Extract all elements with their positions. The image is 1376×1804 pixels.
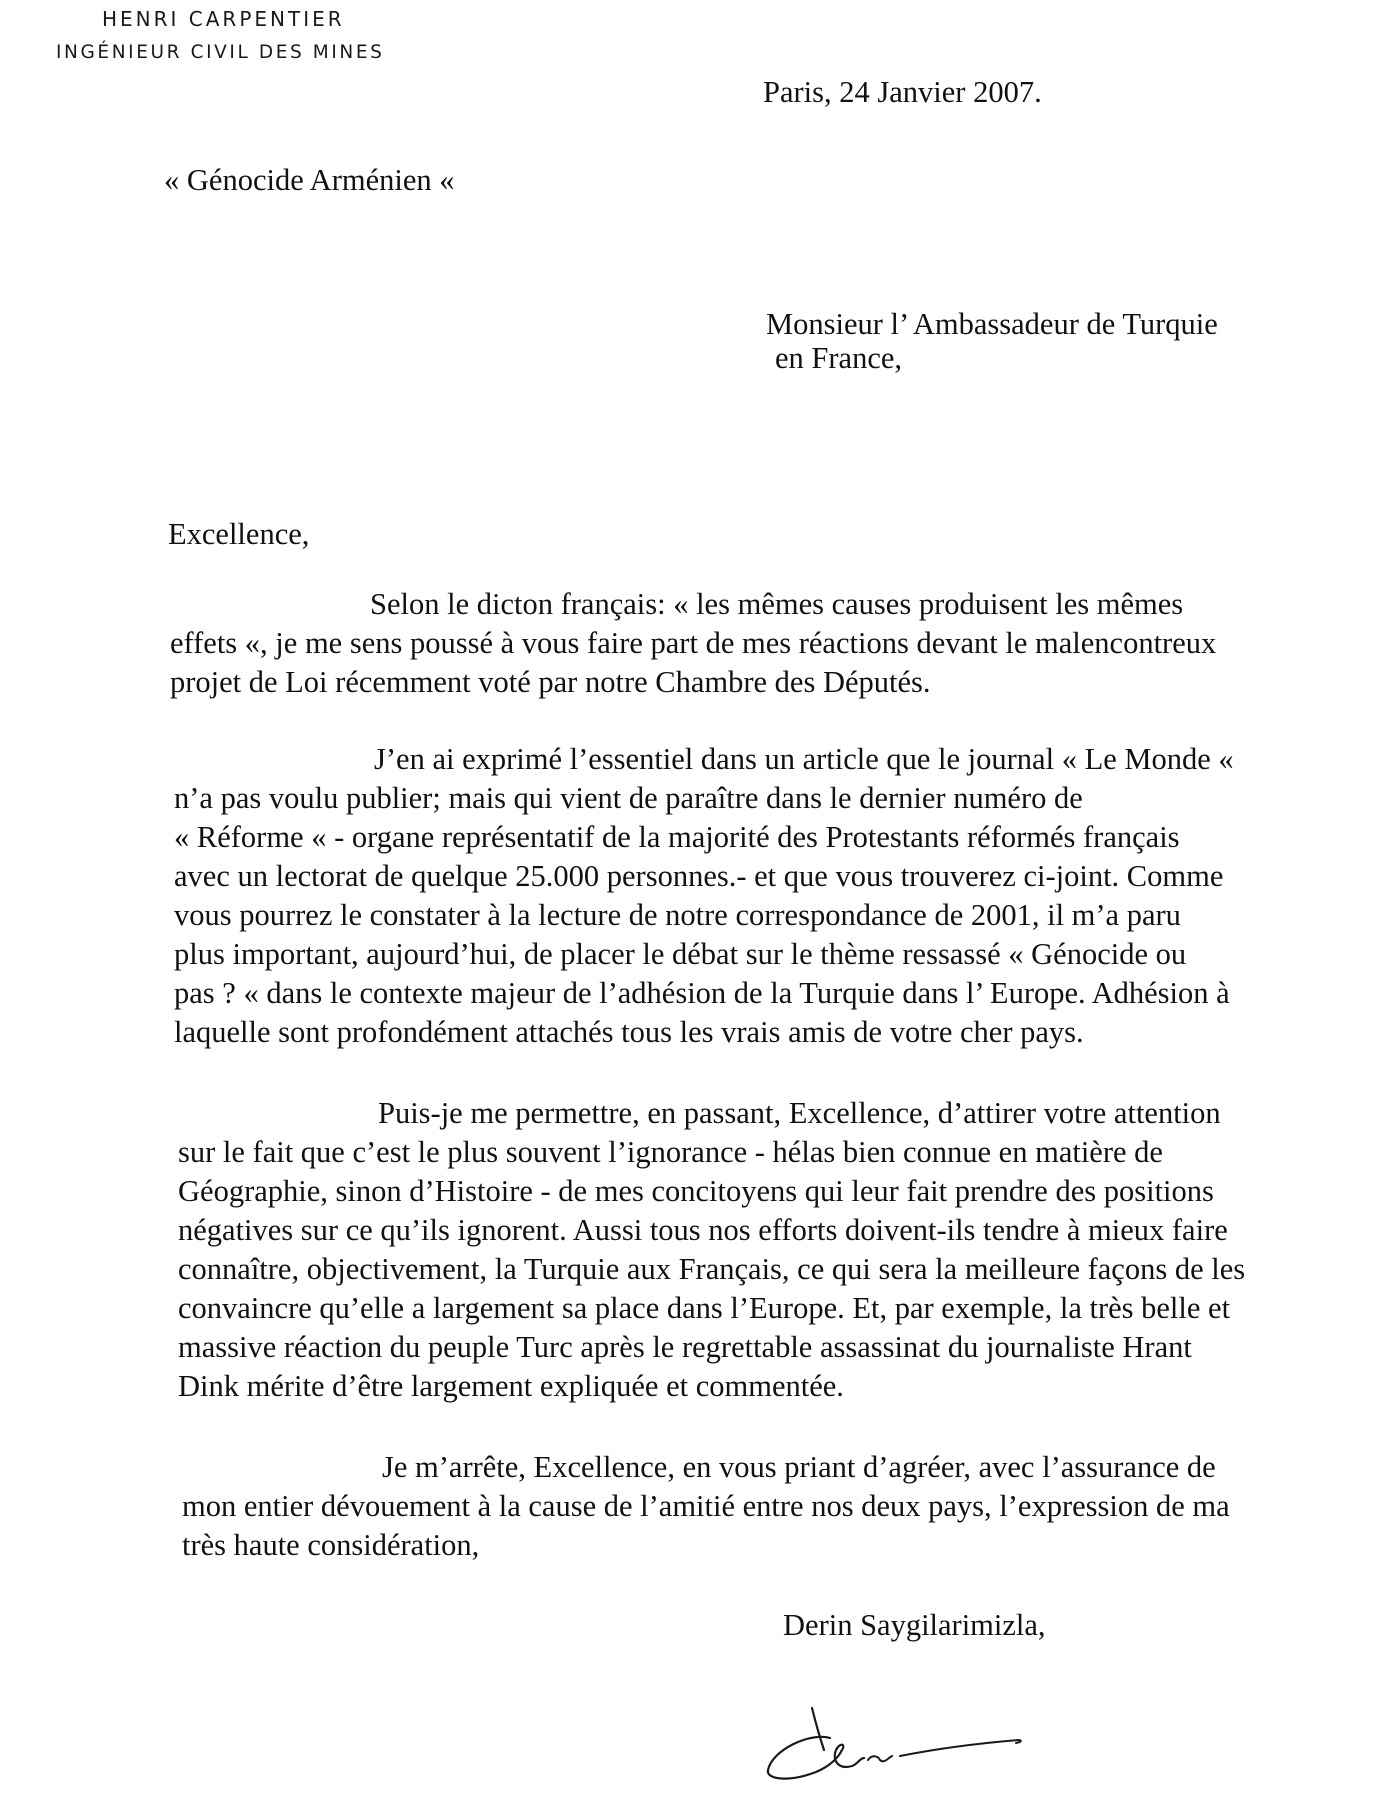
- paragraph-line: vous pourrez le constater à la lecture de notre correspondance de 2001, il m’a paru: [174, 898, 1181, 932]
- closing-phrase: Derin Saygilarimizla,: [783, 1608, 1046, 1642]
- letterhead: [50, 4, 385, 66]
- paragraph-line: laquelle sont profondément attachés tous les vrais amis de votre cher pays.: [174, 1015, 1084, 1049]
- recipient-line-2: en France,: [775, 341, 903, 375]
- letter-date: Paris, 24 Janvier 2007.: [763, 75, 1042, 109]
- letter-subject: « Génocide Arménien «: [164, 163, 455, 197]
- paragraph-line: Puis-je me permettre, en passant, Excellence, d’attirer votre attention: [378, 1096, 1221, 1130]
- paragraph-line: n’a pas voulu publier; mais qui vient de paraître dans le dernier numéro de: [174, 781, 1083, 815]
- paragraph-line: J’en ai exprimé l’essentiel dans un article que le journal « Le Monde «: [374, 742, 1234, 776]
- paragraph-line: plus important, aujourd’hui, de placer le débat sur le thème ressassé « Génocide ou: [174, 937, 1187, 971]
- paragraph-line: pas ? « dans le contexte majeur de l’adhésion de la Turquie dans l’ Europe. Adhésion à: [174, 976, 1230, 1010]
- paragraph-line: sur le fait que c’est le plus souvent l’ignorance - hélas bien connue en matière de: [178, 1135, 1163, 1169]
- paragraph-line: Dink mérite d’être largement expliquée et commentée.: [178, 1369, 844, 1403]
- paragraph-line: projet de Loi récemment voté par notre Chambre des Députés.: [170, 665, 931, 699]
- paragraph-line: convaincre qu’elle a largement sa place dans l’Europe. Et, par exemple, la très belle et: [178, 1291, 1231, 1325]
- paragraph-2: [174, 740, 1234, 1052]
- signature: [760, 1680, 1030, 1790]
- recipient-line-1: Monsieur l’ Ambassadeur de Turquie: [766, 307, 1218, 341]
- letterhead-title: INGÉNIEUR CIVIL DES MINES: [56, 42, 385, 63]
- paragraph-3: [178, 1094, 1245, 1406]
- paragraph-line: Je m’arrête, Excellence, en vous priant d’agréer, avec l’assurance de: [382, 1450, 1216, 1484]
- paragraph-4: [182, 1448, 1230, 1565]
- paragraph-line: « Réforme « - organe représentatif de la majorité des Protestants réformés français: [174, 820, 1180, 854]
- paragraph-line: négatives sur ce qu’ils ignorent. Aussi tous nos efforts doivent-ils tendre à mieux faire: [178, 1213, 1228, 1247]
- paragraph-line: mon entier dévouement à la cause de l’amitié entre nos deux pays, l’expression de ma: [182, 1489, 1230, 1523]
- paragraph-line: Selon le dicton français: « les mêmes causes produisent les mêmes: [370, 587, 1184, 621]
- paragraph-line: Géographie, sinon d’Histoire - de mes concitoyens qui leur fait prendre des positions: [178, 1174, 1214, 1208]
- letterhead-name: HENRI CARPENTIER: [102, 7, 345, 31]
- paragraph-1: [170, 585, 1216, 702]
- salutation: Excellence,: [168, 517, 310, 551]
- recipient-block: [766, 307, 1218, 375]
- paragraph-line: avec un lectorat de quelque 25.000 personnes.- et que vous trouverez ci-joint. Comme: [174, 859, 1224, 893]
- paragraph-line: connaître, objectivement, la Turquie aux Français, ce qui sera la meilleure façons de les: [178, 1252, 1246, 1286]
- paragraph-line: massive réaction du peuple Turc après le regrettable assassinat du journaliste Hrant: [178, 1330, 1192, 1364]
- paragraph-line: effets «, je me sens poussé à vous faire part de mes réactions devant le malencontreux: [170, 626, 1217, 660]
- paragraph-line: très haute considération,: [182, 1528, 480, 1562]
